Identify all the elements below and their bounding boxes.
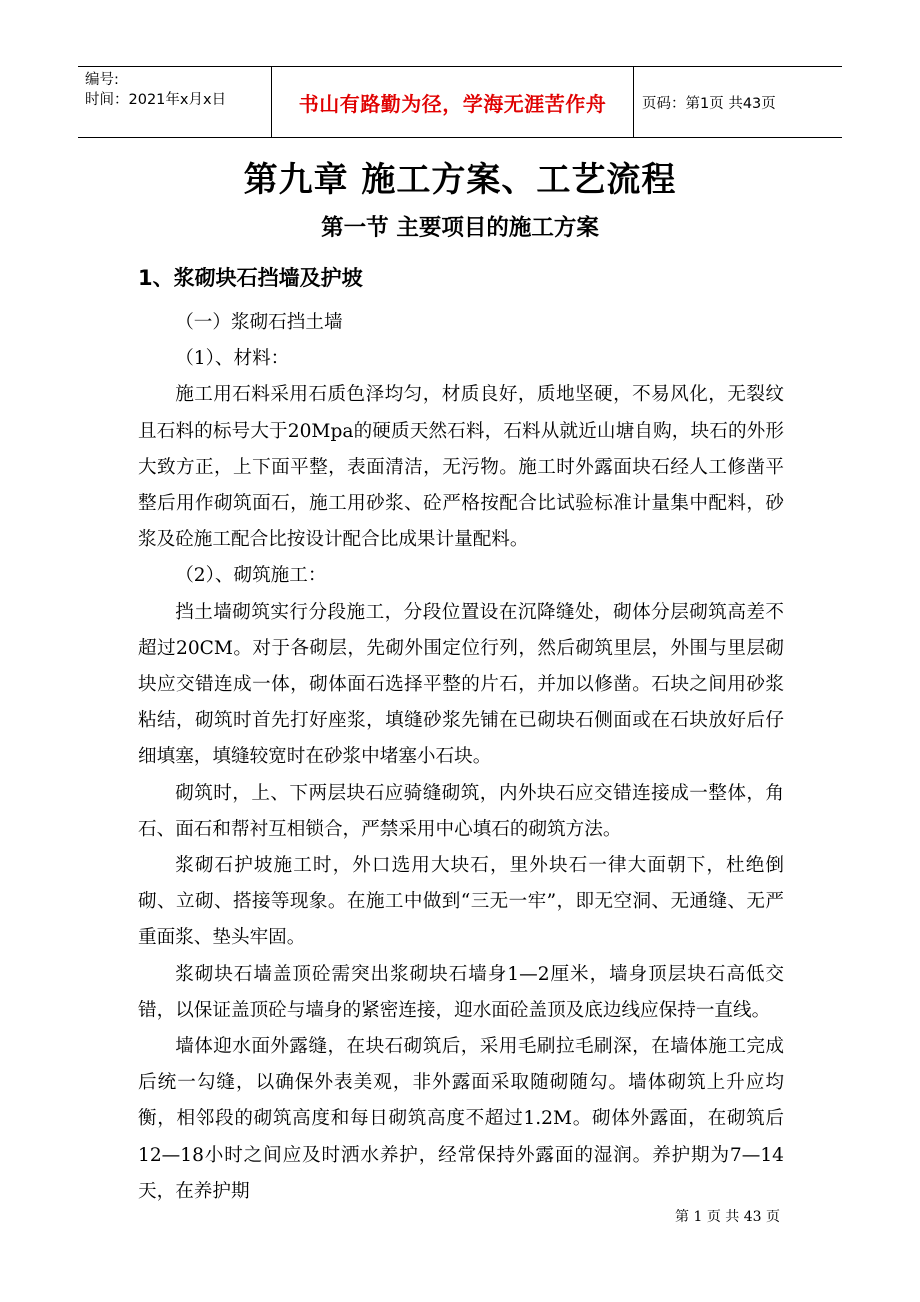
header-page-number: 页码：第1页 共43页 xyxy=(642,95,776,112)
paragraph: 施工用石料采用石质色泽均匀，材质良好，质地坚硬，不易风化，无裂纹且石料的标号大于20Mpa的硬质天然石料，石料从就近山塘自购，块石的外形大致方正，上下面平整，表面清洁，无污物。施工时外露面块石经人工修凿平整后用作砌筑面石，施工用砂浆、砼严格按配合比试验标准计量集中配料，砂浆及砼施工配合比按设计配合比成果计量配料。 xyxy=(138,384,784,551)
paragraph: （1）、材料： xyxy=(175,348,290,370)
header-motto-cell xyxy=(272,67,634,137)
page-header xyxy=(78,66,842,138)
paragraph: 浆砌块石墙盖顶砼需突出浆砌块石墙身1—2厘米，墙身顶层块石高低交错，以保证盖顶砼与墙身的紧密连接，迎水面砼盖顶及底边线应保持一直线。 xyxy=(138,963,784,1021)
page-footer: 第 1 页 共 43 页 xyxy=(675,1209,780,1225)
paragraph: （一）浆砌石挡土墙 xyxy=(175,312,343,333)
section-title: 第一节 主要项目的施工方案 xyxy=(321,215,599,241)
header-meta-cell xyxy=(78,67,272,137)
header-page-cell xyxy=(634,67,842,137)
paragraph: 砌筑时，上、下两层块石应骑缝砌筑，内外块石应交错连接成一整体，角石、面石和帮衬互相锁合，严禁采用中心填石的砌筑方法。 xyxy=(138,782,784,840)
motto-text: 书山有路勤为径，学海无涯苦作舟 xyxy=(298,91,607,116)
sub-heading: 1、浆砌块石挡墙及护坡 xyxy=(138,266,363,290)
serial-number-label: 编号: xyxy=(85,72,119,88)
chapter-title: 第九章 施工方案、工艺流程 xyxy=(243,160,677,200)
paragraph: （2）、砌筑施工： xyxy=(175,565,327,587)
body-content xyxy=(138,305,784,1210)
paragraph: 墙体迎水面外露缝，在块石砌筑后，采用毛刷拉毛刷深，在墙体施工完成后统一勾缝，以确保外表美观，非外露面采取随砌随勾。墙体砌筑上升应均衡，相邻段的砌筑高度和每日砌筑高度不超过1.2M。砌体外露面，在砌筑后12—18小时之间应及时洒水养护，经常保持外露面的湿润。养护期为7—14天，在养护期 xyxy=(138,1036,784,1202)
paragraph: 浆砌石护坡施工时，外口选用大块石，里外块石一律大面朝下，杜绝倒砌、立砌、搭接等现象。在施工中做到“三无一牢”，即无空洞、无通缝、无严重面浆、垫头牢固。 xyxy=(138,855,784,949)
date-label: 时间：2021年x月x日 xyxy=(85,92,227,108)
paragraph: 挡土墙砌筑实行分段施工，分段位置设在沉降缝处，砌体分层砌筑高差不超过20CM。对于各砌层，先砌外围定位行列，然后砌筑里层，外围与里层砌块应交错连成一体，砌体面石选择平整的片石，并加以修凿。石块之间用砂浆粘结，砌筑时首先打好座浆，填缝砂浆先铺在已砌块石侧面或在石块放好后仔细填塞，填缝较宽时在砂浆中堵塞小石块。 xyxy=(138,601,784,768)
